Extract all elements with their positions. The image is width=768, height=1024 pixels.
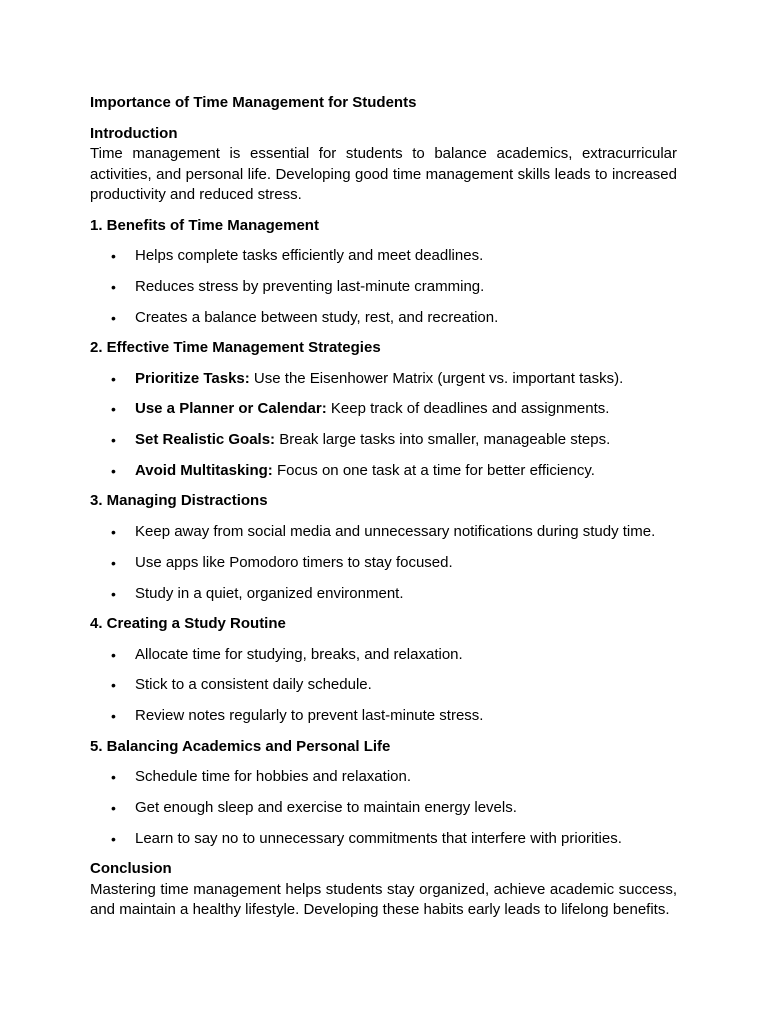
list-item-text: Keep track of deadlines and assignments. bbox=[326, 400, 610, 418]
section-list-strategies bbox=[90, 369, 677, 482]
list-item bbox=[90, 399, 677, 420]
list-item-text: Break large tasks into smaller, manageable steps. bbox=[275, 431, 611, 449]
list-item bbox=[90, 246, 677, 267]
list-item bbox=[90, 277, 677, 298]
section-heading-benefits: 1. Benefits of Time Management bbox=[90, 216, 319, 234]
bullet-icon: • bbox=[111, 278, 116, 295]
list-item-text: Keep away from social media and unnecessary notifications during study time. bbox=[135, 522, 656, 540]
list-item-term: Avoid Multitasking: bbox=[135, 461, 273, 479]
introduction-text: Time management is essential for students to balance academics, extracurricular activities, and personal life. Developing good time management skills leads to increased productivity and reduced stress. bbox=[90, 145, 677, 203]
section-heading-distractions: 3. Managing Distractions bbox=[90, 492, 268, 510]
list-item-text: Schedule time for hobbies and relaxation. bbox=[135, 768, 412, 786]
bullet-icon: • bbox=[111, 554, 116, 571]
list-item-term: Set Realistic Goals: bbox=[135, 431, 276, 449]
list-item-text: Get enough sleep and exercise to maintain energy levels. bbox=[135, 798, 517, 816]
section-list-routine bbox=[90, 645, 677, 727]
bullet-icon: • bbox=[111, 799, 116, 816]
list-item-text: Creates a balance between study, rest, and recreation. bbox=[135, 308, 499, 326]
list-item-text: Learn to say no to unnecessary commitments that interfere with priorities. bbox=[135, 829, 622, 847]
bullet-icon: • bbox=[111, 708, 116, 725]
list-item bbox=[90, 829, 677, 850]
list-item-text: Use the Eisenhower Matrix (urgent vs. important tasks). bbox=[249, 369, 624, 387]
list-item-text: Helps complete tasks efficiently and meet deadlines. bbox=[135, 247, 484, 264]
conclusion-text: Mastering time management helps students stay organized, achieve academic success, and maintain a healthy lifestyle. Developing these habits early leads to lifelong benefits. bbox=[90, 880, 677, 919]
list-item bbox=[90, 706, 677, 727]
list-item bbox=[90, 584, 677, 605]
list-item-term: Prioritize Tasks: bbox=[135, 369, 250, 387]
list-item bbox=[90, 308, 677, 329]
list-item bbox=[90, 369, 677, 390]
section-list-balance bbox=[90, 767, 677, 849]
bullet-icon: • bbox=[111, 309, 116, 326]
bullet-icon: • bbox=[111, 462, 116, 479]
conclusion-heading: Conclusion bbox=[90, 860, 172, 878]
document-page bbox=[90, 93, 677, 931]
list-item bbox=[90, 645, 677, 666]
bullet-icon: • bbox=[111, 401, 116, 418]
bullet-icon: • bbox=[111, 248, 116, 264]
list-item-text: Focus on one task at a time for better efficiency. bbox=[272, 461, 595, 479]
list-item-text: Use apps like Pomodoro timers to stay focused. bbox=[135, 553, 453, 571]
list-item bbox=[90, 461, 677, 482]
introduction-heading: Introduction bbox=[90, 124, 178, 142]
list-item bbox=[90, 522, 677, 543]
section-list-benefits bbox=[90, 246, 677, 328]
section-list-distractions bbox=[90, 522, 677, 604]
bullet-icon: • bbox=[111, 370, 116, 387]
bullet-icon: • bbox=[111, 585, 116, 602]
bullet-icon: • bbox=[111, 646, 116, 663]
bullet-icon: • bbox=[111, 769, 116, 786]
section-heading-strategies: 2. Effective Time Management Strategies bbox=[90, 339, 381, 357]
list-item-term: Use a Planner or Calendar: bbox=[135, 400, 327, 418]
list-item-text: Study in a quiet, organized environment. bbox=[135, 584, 404, 602]
list-item-text: Stick to a consistent daily schedule. bbox=[135, 676, 372, 694]
section-heading-routine: 4. Creating a Study Routine bbox=[90, 615, 286, 633]
list-item bbox=[90, 430, 677, 451]
list-item-text: Review notes regularly to prevent last-minute stress. bbox=[135, 707, 484, 725]
list-item bbox=[90, 767, 677, 788]
bullet-icon: • bbox=[111, 830, 116, 847]
bullet-icon: • bbox=[111, 523, 116, 540]
bullet-icon: • bbox=[111, 677, 116, 694]
list-item bbox=[90, 675, 677, 696]
list-item-text: Reduces stress by preventing last-minute cramming. bbox=[135, 277, 485, 295]
list-item bbox=[90, 553, 677, 574]
bullet-icon: • bbox=[111, 432, 116, 449]
document-title: Importance of Time Management for Students bbox=[90, 94, 417, 111]
list-item bbox=[90, 798, 677, 819]
section-heading-balance: 5. Balancing Academics and Personal Life bbox=[90, 737, 391, 755]
list-item-text: Allocate time for studying, breaks, and relaxation. bbox=[135, 645, 463, 663]
